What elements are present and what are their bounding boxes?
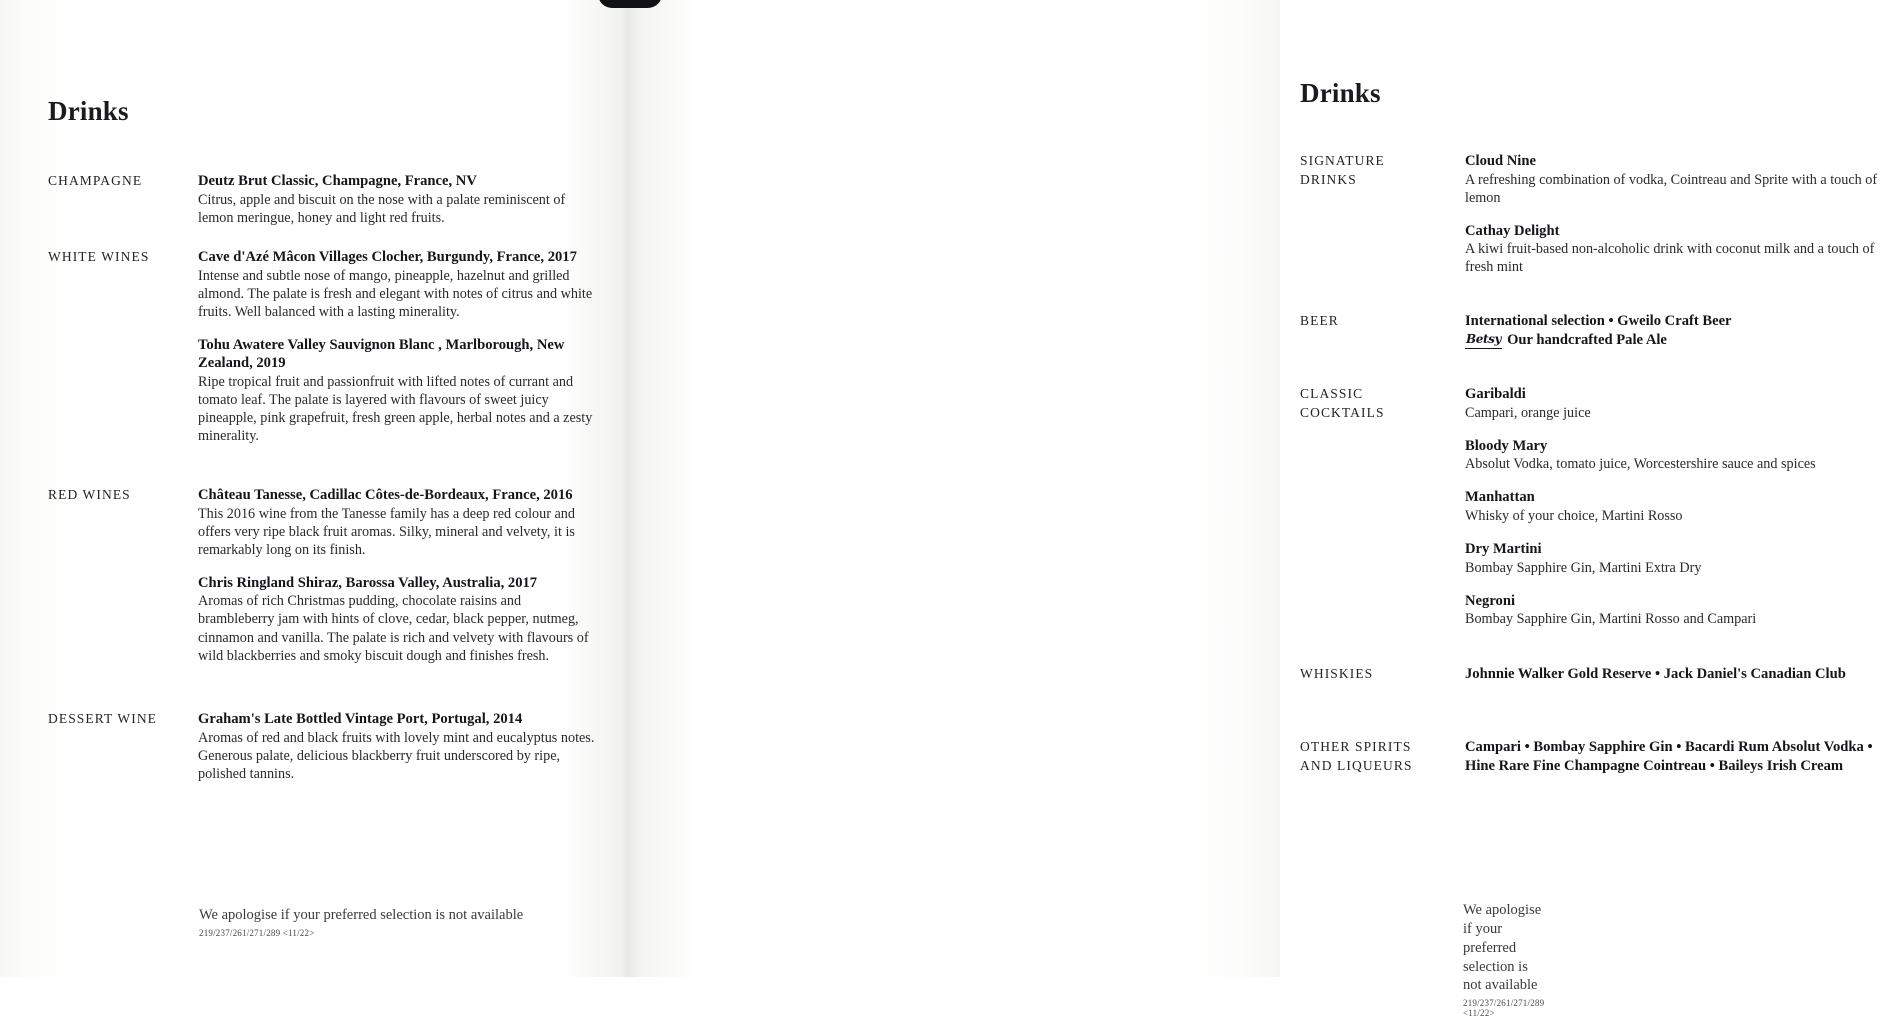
section-beer [1300, 312, 1880, 350]
item-description: Ripe tropical fruit and passionfruit with lifted notes of currant and tomato leaf. The palate is layered with flavours of sweet juicy pineapple, pink grapefruit, fresh green apple, herbal notes and a zesty minerality. [198, 374, 593, 445]
section-red-wines [48, 486, 608, 665]
item-description: Absolut Vodka, tomato juice, Worcestershire sauce and spices [1465, 456, 1816, 473]
footer-note: We apologise if your preferred selection is not available [199, 907, 524, 923]
item-name: Deutz Brut Classic, Champagne, France, NV [198, 173, 477, 189]
item-description: Whisky of your choice, Martini Rosso [1465, 508, 1683, 525]
menu-item [1465, 592, 1880, 629]
item-name: Garibaldi [1465, 386, 1526, 402]
items-other-spirits [1465, 738, 1880, 775]
menu-item [198, 574, 598, 665]
section-white-wines [48, 248, 608, 445]
category-label-other-spirits: OTHER SPIRITS AND LIQUEURS [1300, 739, 1413, 773]
item-description: Bombay Sapphire Gin, Martini Extra Dry [1465, 559, 1702, 576]
section-dessert-wine [48, 710, 608, 783]
item-name: Dry Martini [1465, 541, 1542, 558]
item-description: A kiwi fruit-based non-alcoholic drink with coconut milk and a touch of fresh mint [1465, 241, 1875, 276]
item-name: Cathay Delight [1465, 222, 1560, 239]
menu-item [1465, 152, 1880, 207]
section-champagne [48, 172, 608, 227]
footer-code: 219/237/261/271/289 <11/22> [199, 927, 315, 938]
items-champagne [198, 172, 598, 227]
menu-item [1465, 312, 1880, 350]
item-name: Château Tanesse, Cadillac Côtes-de-Bordeaux, France, 2016 [198, 487, 573, 503]
items-signature-drinks [1465, 152, 1880, 276]
item-description: Citrus, apple and biscuit on the nose with a palate reminiscent of lemon meringue, honey and light red fruits. [198, 191, 566, 226]
item-name-with-logo [1465, 331, 1880, 350]
category-label-red-wines: RED WINES [48, 487, 131, 502]
betsy-beer-logo-icon: Betsy [1465, 332, 1502, 349]
item-name: Campari • Bombay Sapphire Gin • Bacardi Rum Absolut Vodka • Hine Rare Fine Champagne Cointreau • Baileys Irish Cream [1465, 739, 1873, 774]
items-white-wines [198, 248, 598, 445]
item-description: Bombay Sapphire Gin, Martini Rosso and Campari [1465, 611, 1757, 628]
item-name: Negroni [1465, 592, 1515, 609]
item-name: Manhattan [1465, 489, 1535, 506]
left-page [0, 0, 628, 977]
item-name: Johnnie Walker Gold Reserve • Jack Daniel's Canadian Club [1465, 666, 1846, 682]
items-dessert-wine [198, 710, 598, 783]
menu-item [1465, 222, 1880, 277]
menu-item [1465, 488, 1880, 525]
category-label-beer: BEER [1300, 313, 1339, 328]
left-page-title: Drinks [48, 96, 129, 126]
item-description: Intense and subtle nose of mango, pineapple, hazelnut and grilled almond. The palate is fresh and elegant with notes of citrus and white fruits. Well balanced with a lasting minerality. [198, 267, 593, 320]
item-name: Graham's Late Bottled Vintage Port, Portugal, 2014 [198, 711, 523, 727]
category-label-dessert-wine: DESSERT WINE [48, 711, 158, 726]
category-label-classic-cocktails: CLASSIC COCKTAILS [1300, 386, 1385, 420]
section-classic-cocktails [1300, 385, 1880, 629]
section-other-spirits-and-liqueurs [1300, 738, 1880, 775]
section-whiskies [1300, 665, 1880, 684]
menu-item [198, 486, 598, 559]
footer-note: We apologise if your preferred selection is not available [1463, 902, 1542, 994]
category-label-champagne: CHAMPAGNE [48, 173, 143, 188]
category-label-white-wines: WHITE WINES [48, 249, 150, 264]
item-name: Tohu Awatere Valley Sauvignon Blanc , Marlborough, New Zealand, 2019 [198, 336, 565, 372]
items-whiskies [1465, 665, 1880, 684]
item-description: A refreshing combination of vodka, Cointreau and Sprite with a touch of lemon [1465, 171, 1878, 206]
item-name: Bloody Mary [1465, 437, 1548, 454]
footer-code: 219/237/261/271/289 <11/22> [1463, 998, 1545, 1018]
menu-item [198, 336, 598, 445]
menu-item [1465, 665, 1880, 684]
item-description: This 2016 wine from the Tanesse family has a deep red colour and offers very ripe black fruit aromas. Silky, mineral and velvety, it is remarkably long on its finish. [198, 505, 575, 558]
category-label-signature-drinks: SIGNATURE DRINKS [1300, 153, 1385, 187]
menu-item [198, 710, 598, 783]
item-name: Chris Ringland Shiraz, Barossa Valley, Australia, 2017 [198, 574, 538, 591]
right-page-title: Drinks [1300, 78, 1381, 108]
item-name: International selection • Gweilo Craft Beer [1465, 313, 1732, 329]
item-description: Campari, orange juice [1465, 404, 1591, 421]
menu-item [1465, 738, 1880, 775]
menu-item [1465, 385, 1880, 422]
item-name-logo-text: Our handcrafted Pale Ale [1507, 331, 1667, 348]
items-beer [1465, 312, 1880, 350]
item-description: Aromas of rich Christmas pudding, chocolate raisins and brambleberry jam with hints of clove, cedar, black pepper, nutmeg, cinnamon and vanilla. The palate is rich and velvety with flavours of wild blackberries and smoky biscuit dough and finishes fresh. [198, 593, 589, 664]
section-signature-drinks [1300, 152, 1880, 276]
item-name: Cloud Nine [1465, 153, 1536, 169]
right-page-footer [1463, 901, 1544, 1018]
items-red-wines [198, 486, 598, 665]
item-description: Aromas of red and black fruits with lovely mint and eucalyptus notes. Generous palate, delicious blackberry fruit underscored by ripe, polished tannins. [198, 729, 595, 782]
menu-item [198, 248, 598, 321]
menu-item [198, 172, 598, 227]
menu-item [1465, 437, 1880, 474]
category-label-whiskies: WHISKIES [1300, 666, 1374, 681]
menu-item [1465, 540, 1880, 577]
left-page-footer [199, 906, 523, 938]
items-classic-cocktails [1465, 385, 1880, 629]
item-name: Cave d'Azé Mâcon Villages Clocher, Burgundy, France, 2017 [198, 249, 577, 265]
right-page [628, 0, 1878, 1018]
